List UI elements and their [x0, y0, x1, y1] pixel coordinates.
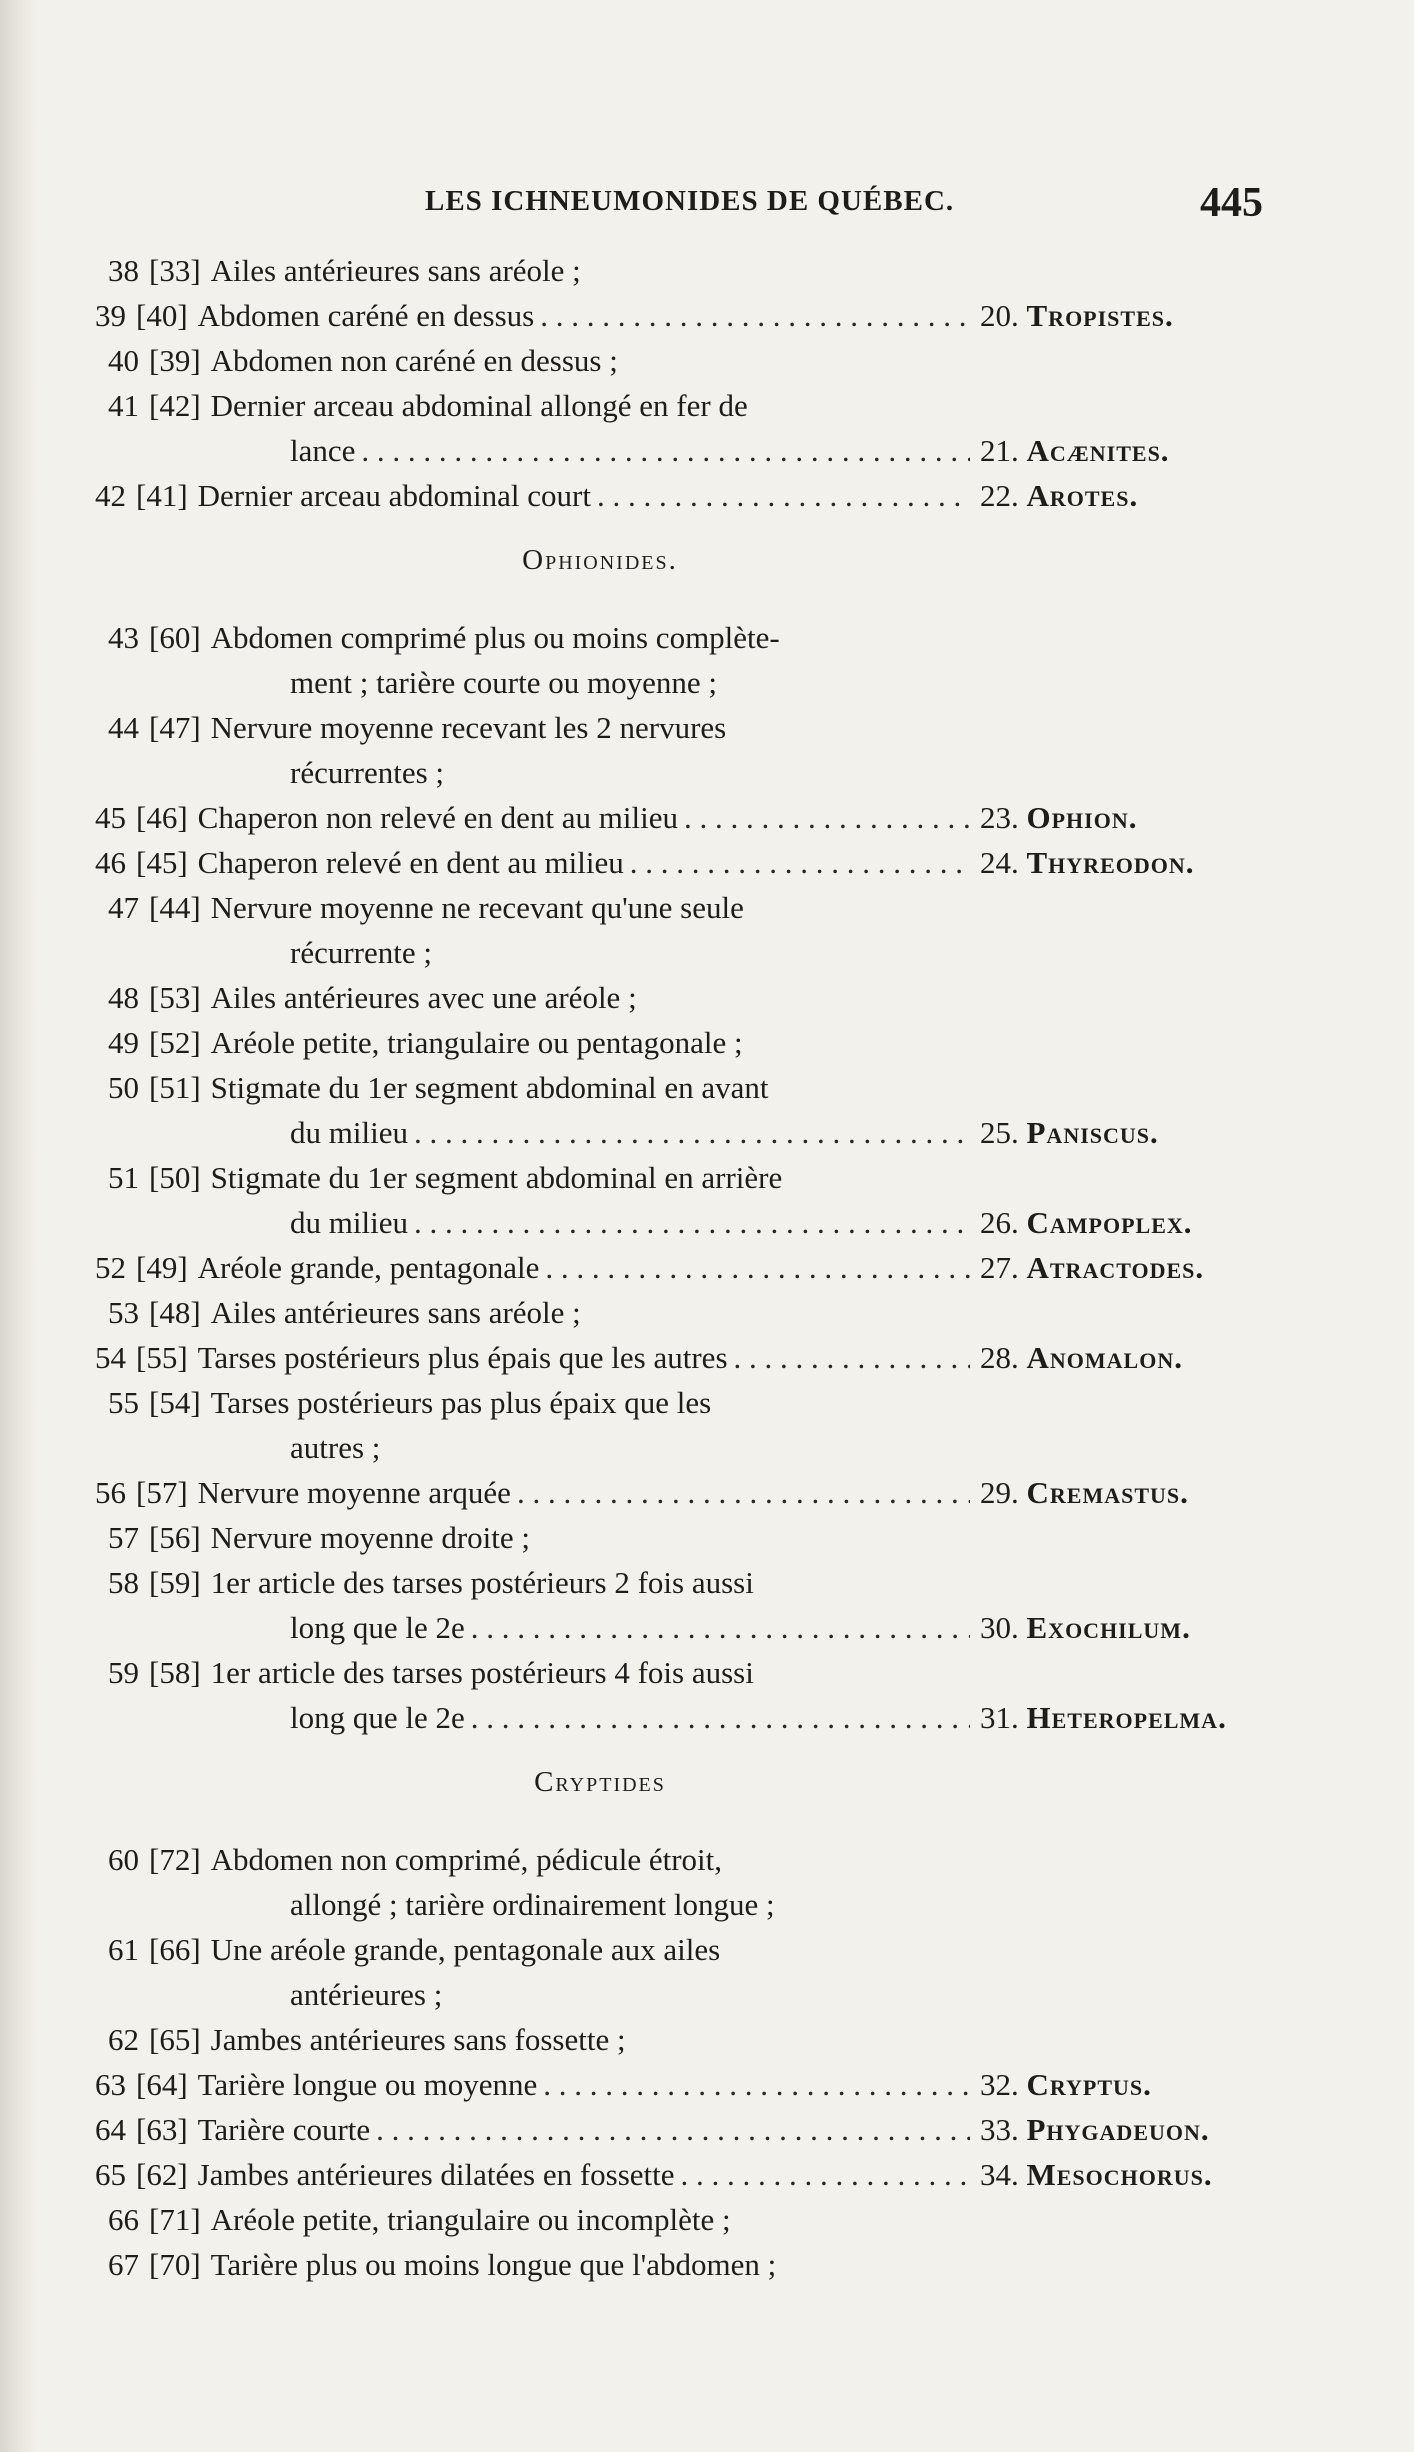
couplet-reference: [64]: [136, 2067, 188, 2102]
couplet-reference: [52]: [149, 1025, 201, 1060]
entry-text: ment ; tarière courte ou moyenne ;: [290, 665, 717, 700]
couplet-reference: [62]: [136, 2157, 188, 2192]
entry-text: Stigmate du 1er segment abdominal en avant: [210, 1070, 769, 1105]
genus-result: [980, 1695, 1235, 1740]
dot-leader: [543, 2062, 970, 2107]
genus-number: 28.: [980, 1340, 1019, 1375]
entry-text: Tarses postérieurs plus épais que les autres: [197, 1340, 728, 1375]
key-entry: [95, 248, 1235, 293]
entry-text: Ailes antérieures sans aréole ;: [210, 1295, 581, 1330]
genus-result: [980, 2107, 1235, 2152]
couplet-reference: [50]: [149, 1160, 201, 1195]
dot-leader: [630, 840, 970, 885]
couplet-reference: [46]: [136, 800, 188, 835]
entry-text: Tarière plus ou moins longue que l'abdomen ;: [210, 2247, 777, 2282]
couplet-number: 52: [95, 1250, 126, 1285]
entry-text: long que le 2e: [290, 1700, 465, 1735]
genus-result: [980, 293, 1235, 338]
key-entry: [95, 1065, 1235, 1155]
entry-first-line: [95, 795, 1235, 840]
genus-number: 24.: [980, 845, 1019, 880]
genus-result: [980, 1335, 1235, 1380]
entry-text: Aréole grande, pentagonale: [197, 1250, 540, 1285]
entry-continuation-line: [95, 1695, 1235, 1740]
genus-number: 21.: [980, 433, 1019, 468]
genus-result: [980, 1110, 1235, 1155]
genus-number: 29.: [980, 1475, 1019, 1510]
couplet-number: 54: [95, 1340, 126, 1375]
genus-name: Campoplex.: [1026, 1205, 1193, 1240]
genus-name: Anomalon.: [1026, 1340, 1183, 1375]
couplet-reference: [66]: [149, 1932, 201, 1967]
key-entry: [95, 2242, 1235, 2287]
entry-continuation-line: [95, 1200, 1235, 1245]
entry-text: Tarière courte: [197, 2112, 371, 2147]
entry-text: du milieu: [290, 1205, 408, 1240]
genus-number: 20.: [980, 298, 1019, 333]
dot-leader: [414, 1200, 970, 1245]
genus-result: [980, 795, 1235, 840]
entry-first-line: [95, 1335, 1235, 1380]
couplet-number: 60: [108, 1842, 139, 1877]
couplet-reference: [47]: [149, 710, 201, 745]
genus-result: [980, 2152, 1235, 2197]
key-entry: [95, 1380, 1235, 1470]
couplet-number: 66: [108, 2202, 139, 2237]
couplet-reference: [39]: [149, 343, 201, 378]
running-title: LES ICHNEUMONIDES DE QUÉBEC.: [425, 185, 955, 217]
genus-number: 25.: [980, 1115, 1019, 1150]
key-entry: [95, 2107, 1235, 2152]
key-entry: [95, 1515, 1235, 1560]
genus-result: [980, 2062, 1235, 2107]
couplet-number: 57: [108, 1520, 139, 1555]
key-entry: [95, 2017, 1235, 2062]
couplet-reference: [33]: [149, 253, 201, 288]
genus-name: Phygadeuon.: [1026, 2112, 1210, 2147]
couplet-number: 55: [108, 1385, 139, 1420]
dot-leader: [545, 1245, 970, 1290]
genus-number: 27.: [980, 1250, 1019, 1285]
genus-number: 30.: [980, 1610, 1019, 1645]
dot-leader: [471, 1605, 970, 1650]
entry-first-line: [95, 885, 1235, 930]
entry-first-line: [95, 383, 1235, 428]
entry-first-line: [95, 1065, 1235, 1110]
couplet-number: 45: [95, 800, 126, 835]
couplet-reference: [40]: [136, 298, 188, 333]
entry-text: long que le 2e: [290, 1610, 465, 1645]
couplet-reference: [55]: [136, 1340, 188, 1375]
dot-leader: [684, 795, 970, 840]
couplet-number: 43: [108, 620, 139, 655]
entry-first-line: [95, 2197, 1235, 2242]
genus-number: 33.: [980, 2112, 1019, 2147]
genus-name: Arotes.: [1026, 478, 1139, 513]
entry-text: du milieu: [290, 1115, 408, 1150]
dot-leader: [681, 2152, 970, 2197]
entry-text: Ailes antérieures sans aréole ;: [210, 253, 581, 288]
genus-result: [980, 1200, 1235, 1245]
entry-first-line: [95, 1380, 1235, 1425]
entry-text: Jambes antérieures sans fossette ;: [210, 2022, 626, 2057]
entry-first-line: [95, 1020, 1235, 1065]
entry-text: récurrentes ;: [290, 755, 445, 790]
entry-continuation-line: [95, 660, 1235, 705]
couplet-reference: [72]: [149, 1842, 201, 1877]
entry-first-line: [95, 293, 1235, 338]
entry-text: Abdomen non caréné en dessus ;: [210, 343, 618, 378]
couplet-number: 41: [108, 388, 139, 423]
entry-text: Tarses postérieurs pas plus épaix que les: [210, 1385, 712, 1420]
entry-first-line: [95, 1470, 1235, 1515]
identification-key: [95, 248, 1235, 2287]
couplet-number: 63: [95, 2067, 126, 2102]
dot-leader: [517, 1470, 970, 1515]
couplet-number: 38: [108, 253, 139, 288]
entry-text: Tarière longue ou moyenne: [197, 2067, 538, 2102]
entry-first-line: [95, 2017, 1235, 2062]
entry-text: Dernier arceau abdominal allongé en fer de: [210, 388, 748, 423]
section-title: Ophionides.: [522, 544, 678, 576]
couplet-number: 49: [108, 1025, 139, 1060]
couplet-number: 42: [95, 478, 126, 513]
key-entry: [95, 975, 1235, 1020]
couplet-reference: [56]: [149, 1520, 201, 1555]
key-section: [95, 1766, 1235, 2287]
entry-first-line: [95, 1155, 1235, 1200]
genus-result: [980, 428, 1235, 473]
entry-text: Chaperon relevé en dent au milieu: [197, 845, 624, 880]
key-entry: [95, 338, 1235, 383]
entry-first-line: [95, 1560, 1235, 1605]
entry-first-line: [95, 1245, 1235, 1290]
dot-leader: [376, 2107, 970, 2152]
entry-first-line: [95, 840, 1235, 885]
key-entry: [95, 840, 1235, 885]
couplet-reference: [51]: [149, 1070, 201, 1105]
genus-number: 22.: [980, 478, 1019, 513]
entry-text: Abdomen caréné en dessus: [197, 298, 535, 333]
couplet-number: 65: [95, 2157, 126, 2192]
page-number: 445: [1200, 180, 1263, 226]
key-entry: [95, 1020, 1235, 1065]
entry-text: antérieures ;: [290, 1977, 443, 2012]
entry-text: Ailes antérieures avec une aréole ;: [210, 980, 637, 1015]
entry-first-line: [95, 1650, 1235, 1695]
couplet-number: 46: [95, 845, 126, 880]
couplet-reference: [42]: [149, 388, 201, 423]
genus-name: Thyreodon.: [1026, 845, 1195, 880]
entry-text: 1er article des tarses postérieurs 2 fois aussi: [210, 1565, 754, 1600]
entry-first-line: [95, 473, 1235, 518]
genus-name: Atractodes.: [1026, 1250, 1205, 1285]
genus-result: [980, 1470, 1235, 1515]
genus-number: 34.: [980, 2157, 1019, 2192]
entry-text: allongé ; tarière ordinairement longue ;: [290, 1887, 775, 1922]
key-entry: [95, 1470, 1235, 1515]
entry-continuation-line: [95, 750, 1235, 795]
entry-text: 1er article des tarses postérieurs 4 fois aussi: [210, 1655, 754, 1690]
entry-first-line: [95, 1290, 1235, 1335]
genus-number: 32.: [980, 2067, 1019, 2102]
couplet-reference: [63]: [136, 2112, 188, 2147]
key-entry: [95, 473, 1235, 518]
page-header: [0, 180, 1414, 245]
dot-leader: [597, 473, 970, 518]
genus-result: [980, 840, 1235, 885]
dot-leader: [414, 1110, 970, 1155]
couplet-number: 39: [95, 298, 126, 333]
couplet-reference: [59]: [149, 1565, 201, 1600]
couplet-number: 67: [108, 2247, 139, 2282]
key-entry: [95, 1650, 1235, 1740]
key-entry: [95, 795, 1235, 840]
genus-name: Mesochorus.: [1026, 2157, 1213, 2192]
genus-number: 26.: [980, 1205, 1019, 1240]
key-entry: [95, 1290, 1235, 1335]
couplet-reference: [49]: [136, 1250, 188, 1285]
couplet-number: 47: [108, 890, 139, 925]
couplet-reference: [44]: [149, 890, 201, 925]
key-entry: [95, 1155, 1235, 1245]
entry-text: Jambes antérieures dilatées en fossette: [197, 2157, 675, 2192]
entry-first-line: [95, 1837, 1235, 1882]
entry-text: Nervure moyenne recevant les 2 nervures: [210, 710, 727, 745]
entry-text: Aréole petite, triangulaire ou incomplète ;: [210, 2202, 731, 2237]
couplet-reference: [70]: [149, 2247, 201, 2282]
dot-leader: [734, 1335, 970, 1380]
entry-first-line: [95, 248, 1235, 293]
couplet-reference: [53]: [149, 980, 201, 1015]
entry-text: Nervure moyenne arquée: [197, 1475, 511, 1510]
key-entry: [95, 1335, 1235, 1380]
couplet-reference: [41]: [136, 478, 188, 513]
entry-text: Abdomen comprimé plus ou moins complète-: [210, 620, 780, 655]
couplet-reference: [71]: [149, 2202, 201, 2237]
couplet-number: 56: [95, 1475, 126, 1510]
couplet-reference: [60]: [149, 620, 201, 655]
couplet-number: 59: [108, 1655, 139, 1690]
entry-continuation-line: [95, 428, 1235, 473]
entry-text: Une aréole grande, pentagonale aux ailes: [210, 1932, 721, 1967]
entry-first-line: [95, 615, 1235, 660]
entry-text: Aréole petite, triangulaire ou pentagonale ;: [210, 1025, 743, 1060]
key-entry: [95, 293, 1235, 338]
couplet-number: 61: [108, 1932, 139, 1967]
entry-continuation-line: [95, 1425, 1235, 1470]
section-title: Cryptides: [534, 1766, 666, 1798]
entry-continuation-line: [95, 1605, 1235, 1650]
key-entry: [95, 2152, 1235, 2197]
key-entry: [95, 705, 1235, 795]
entry-first-line: [95, 2242, 1235, 2287]
key-entry: [95, 1927, 1235, 2017]
entry-text: Nervure moyenne ne recevant qu'une seule: [210, 890, 744, 925]
entry-text: Dernier arceau abdominal court: [197, 478, 591, 513]
genus-result: [980, 1245, 1235, 1290]
couplet-number: 62: [108, 2022, 139, 2057]
key-entry: [95, 2197, 1235, 2242]
scan-edge-shadow: [0, 0, 38, 2452]
entry-continuation-line: [95, 1972, 1235, 2017]
genus-name: Heteropelma.: [1026, 1700, 1227, 1735]
couplet-number: 50: [108, 1070, 139, 1105]
genus-name: Cremastus.: [1026, 1475, 1189, 1510]
genus-name: Exochilum.: [1026, 1610, 1191, 1645]
key-entry: [95, 2062, 1235, 2107]
genus-name: Cryptus.: [1026, 2067, 1152, 2102]
genus-name: Ophion.: [1026, 800, 1138, 835]
genus-name: Tropistes.: [1026, 298, 1174, 333]
key-entry: [95, 615, 1235, 705]
couplet-reference: [54]: [149, 1385, 201, 1420]
entry-first-line: [95, 705, 1235, 750]
entry-text: Chaperon non relevé en dent au milieu: [197, 800, 678, 835]
genus-number: 23.: [980, 800, 1019, 835]
entry-text: Stigmate du 1er segment abdominal en arrière: [210, 1160, 783, 1195]
entry-text: lance: [290, 433, 356, 468]
entry-continuation-line: [95, 1882, 1235, 1927]
entry-first-line: [95, 2107, 1235, 2152]
key-entry: [95, 1837, 1235, 1927]
entry-continuation-line: [95, 1110, 1235, 1155]
key-entry: [95, 1245, 1235, 1290]
couplet-reference: [57]: [136, 1475, 188, 1510]
entry-text: autres ;: [290, 1430, 381, 1465]
genus-name: Paniscus.: [1026, 1115, 1159, 1150]
key-entry: [95, 383, 1235, 473]
entry-text: Nervure moyenne droite ;: [210, 1520, 531, 1555]
key-section: [95, 248, 1235, 518]
entry-continuation-line: [95, 930, 1235, 975]
entry-first-line: [95, 1515, 1235, 1560]
couplet-reference: [58]: [149, 1655, 201, 1690]
entry-first-line: [95, 1927, 1235, 1972]
couplet-number: 64: [95, 2112, 126, 2147]
couplet-number: 44: [108, 710, 139, 745]
couplet-reference: [48]: [149, 1295, 201, 1330]
genus-result: [980, 1605, 1235, 1650]
key-section: [95, 544, 1235, 1740]
entry-first-line: [95, 2062, 1235, 2107]
entry-first-line: [95, 975, 1235, 1020]
entry-text: récurrente ;: [290, 935, 432, 970]
couplet-number: 53: [108, 1295, 139, 1330]
genus-name: Acænites.: [1026, 433, 1170, 468]
couplet-number: 51: [108, 1160, 139, 1195]
entry-first-line: [95, 338, 1235, 383]
entry-first-line: [95, 2152, 1235, 2197]
couplet-reference: [45]: [136, 845, 188, 880]
couplet-number: 48: [108, 980, 139, 1015]
key-entry: [95, 885, 1235, 975]
couplet-reference: [65]: [149, 2022, 201, 2057]
dot-leader: [540, 293, 970, 338]
dot-leader: [471, 1695, 970, 1740]
genus-number: 31.: [980, 1700, 1019, 1735]
entry-text: Abdomen non comprimé, pédicule étroit,: [210, 1842, 723, 1877]
key-entry: [95, 1560, 1235, 1650]
dot-leader: [361, 428, 970, 473]
genus-result: [980, 473, 1235, 518]
couplet-number: 40: [108, 343, 139, 378]
couplet-number: 58: [108, 1565, 139, 1600]
